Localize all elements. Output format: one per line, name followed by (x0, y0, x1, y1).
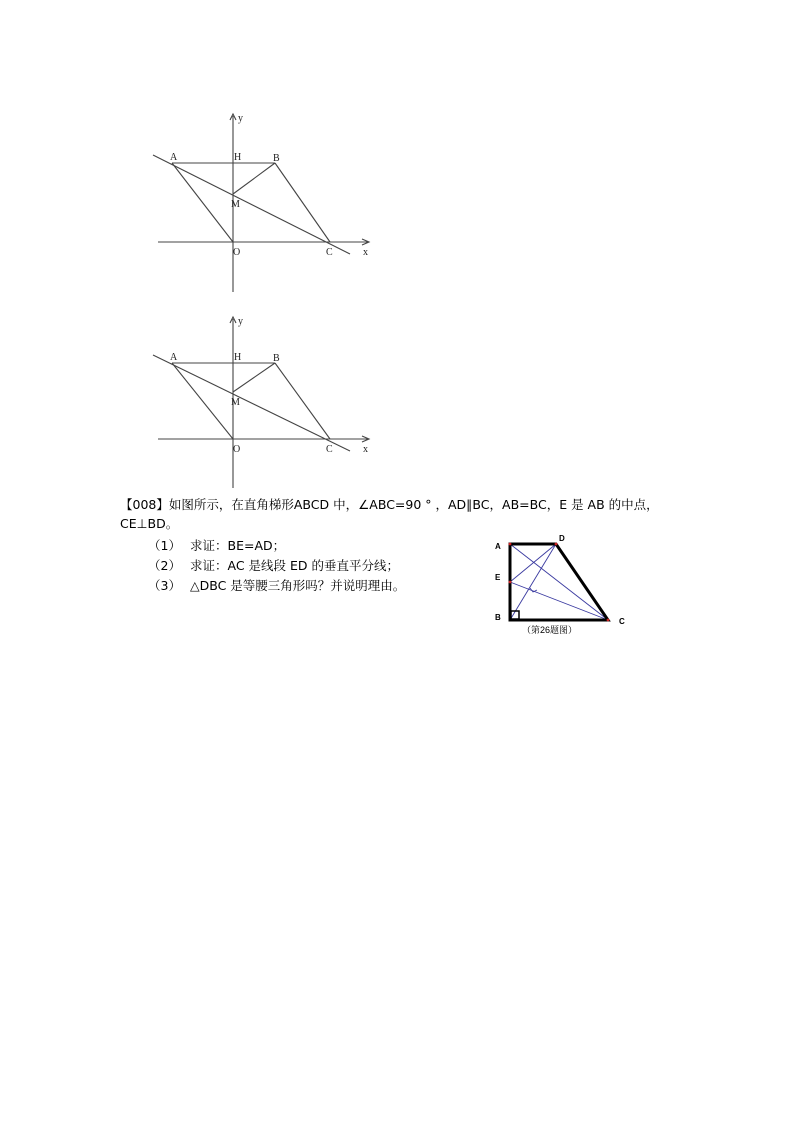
label-b: B (273, 153, 280, 164)
label-y: y (238, 113, 243, 124)
sub-question-3 (148, 577, 405, 595)
coordinate-figure-top (150, 110, 375, 295)
label-a: A (495, 542, 501, 551)
sub-question-text: 求证：BE=AD； (190, 538, 286, 553)
label-m: M (231, 199, 240, 210)
sub-question-1 (148, 537, 285, 555)
label-c: C (619, 617, 625, 626)
label-b: B (495, 613, 501, 622)
label-d: D (559, 534, 565, 543)
label-h: H (234, 352, 242, 363)
segment-bm (233, 363, 275, 392)
label-c: C (326, 444, 333, 455)
sub-question-number: （3） (148, 578, 181, 593)
diagonal-ac (510, 544, 608, 620)
sub-question-number: （1） (148, 538, 181, 553)
label-b: B (273, 353, 280, 364)
segment-ao (172, 163, 233, 242)
sub-question-text: △DBC 是等腰三角形吗？并说明理由。 (190, 578, 406, 593)
label-h: H (234, 152, 242, 163)
label-y: y (238, 316, 243, 327)
label-x: x (363, 444, 368, 455)
line-amc (153, 355, 350, 451)
label-m: M (231, 397, 240, 408)
figure-caption: （第26题图） (522, 625, 578, 635)
label-e: E (495, 573, 501, 582)
segment-bm (233, 163, 275, 194)
point-a (509, 543, 512, 546)
label-x: x (363, 247, 368, 258)
label-o: O (233, 444, 241, 455)
label-a: A (170, 152, 178, 163)
right-angle-mark (530, 588, 537, 592)
label-c: C (326, 247, 333, 258)
sub-question-text: 求证：AC 是线段 ED 的垂直平分线； (190, 558, 400, 573)
label-a: A (170, 352, 178, 363)
sub-question-number: （2） (148, 558, 181, 573)
sub-question-2 (148, 557, 399, 575)
point-e (509, 581, 512, 584)
problem-statement: 【008】如图所示，在直角梯形ABCD 中，∠ABC=90 ° ，AD∥BC，AB=BC，E 是 AB 的中点，CE⊥BD。 (120, 497, 659, 531)
coordinate-figure-bottom (150, 313, 375, 493)
trapezoid-figure (490, 530, 635, 645)
point-d (555, 543, 558, 546)
segment-ao (172, 363, 233, 439)
diagonal-bd (510, 544, 556, 620)
line-amc (153, 155, 350, 254)
point-c (607, 619, 610, 622)
label-o: O (233, 247, 241, 258)
